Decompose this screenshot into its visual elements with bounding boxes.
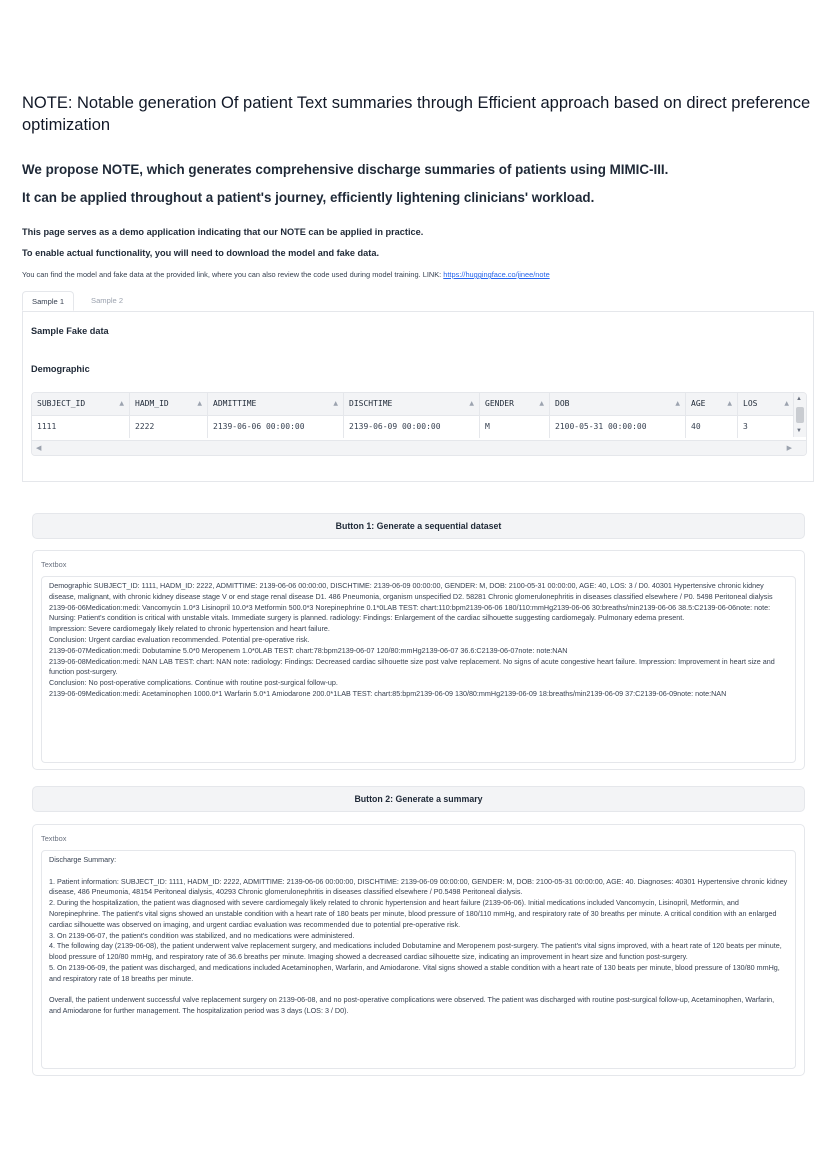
summary-heading: Discharge Summary: bbox=[49, 855, 117, 864]
tab-sample-2[interactable]: Sample 2 bbox=[91, 296, 124, 305]
cell-admittime[interactable]: 2139-06-06 00:00:00 bbox=[208, 416, 344, 438]
summary-line: 4. The following day (2139-06-08), the patient underwent valve replacement surgery, and medications included Dobutamine and Meropenem post-surgery. The patient's vital signs improved, with a heart rate of 120 beats per minute, blood pressure of 120/80 mmHg, and respiratory rate of 36.6 breaths per minute. Imaging showed a decreased cardiac silhouette size, indicating an improvement in heart size and function post-surgery. bbox=[49, 941, 782, 962]
textbox-line: 2139-06-08Medication:medi: NAN LAB TEST: chart: NAN note: radiology: Findings: Decreased cardiac silhouette size post valve replacement. No signs of acute congestive heart failure. Impression: Improvement in heart size and function post-surgery. bbox=[49, 656, 775, 677]
sequential-dataset-textbox[interactable] bbox=[41, 576, 796, 763]
page-title: NOTE: Notable generation Of patient Text summaries through Efficient approach based on direct preference optimization bbox=[22, 94, 811, 134]
header-dob[interactable] bbox=[550, 393, 686, 415]
generate-summary-button[interactable]: Button 2: Generate a summary bbox=[32, 786, 805, 812]
header-gender[interactable] bbox=[480, 393, 550, 415]
textbox-line: 2139-06-09Medication:medi: Acetaminophen 1000.0*1 Warfarin 5.0*1 Amiodarone 200.0*1LAB TEST: chart:85:bpm2139-06-09 130/80:mmHg2139-06-09 18:breaths/min2139-06-09 37:C2139-06-09note: note:NAN bbox=[49, 688, 727, 698]
header-age-label: AGE bbox=[691, 399, 706, 408]
header-hadm-id-label: HADM_ID bbox=[135, 399, 169, 408]
sort-icon: ▲ bbox=[333, 400, 338, 407]
summary-line: 1. Patient information: SUBJECT_ID: 1111, HADM_ID: 2222, ADMITTIME: 2139-06-06 00:00:00, DISCHTIME: 2139-06-09 00:00:00, GENDER: M, DOB: 2100-05-31 00:00:00, AGE: 40. Diagnoses: 40301 Hypertensive chronic kidney disease, 486 Pneumonia, 48154 Peritoneal dialysis, 40293 Chronic glomerulonephritis in diseases classified elsewhere / P0.5498 Peritoneal dialysis. bbox=[49, 876, 788, 897]
page-header bbox=[22, 92, 812, 482]
cell-los[interactable]: 3 bbox=[743, 422, 748, 431]
scroll-left-icon[interactable]: ◀ bbox=[36, 445, 42, 452]
textbox-line: 2139-06-06Medication:medi: Vancomycin 1.0*3 Lisinopril 10.0*3 Metformin 500.0*3 Norepinephrine 0.1*0LAB TEST: chart:110:bpm2139-06-06 180/110:mmHg2139-06-06 30:breaths/min2139-06-06 38.5:C2139-06-06note: note: Nursing: Patient's condition is critical with unstable vitals. Immediate surgery is planned. radiology: Findings: Enlargement of the cardiac silhouette suggesting cardiomegaly. Pulmonary edema present. bbox=[49, 602, 771, 623]
sort-icon: ▲ bbox=[675, 400, 680, 407]
cell-hadm-id[interactable]: 2222 bbox=[130, 416, 208, 438]
header-los[interactable] bbox=[738, 393, 794, 415]
sort-icon: ▲ bbox=[539, 400, 544, 407]
subtitle-1: We propose NOTE, which generates comprehensive discharge summaries of patients using MIMIC-III. bbox=[22, 162, 669, 177]
subtitle-2: It can be applied throughout a patient's journey, efficiently lightening clinicians' workload. bbox=[22, 190, 595, 205]
header-subject-id[interactable] bbox=[32, 393, 130, 415]
summary-line: 5. On 2139-06-09, the patient was discharged, and medications included Acetaminophen, Warfarin, and Amiodarone. Vital signs showed a stable condition with a heart rate of 130 beats per minute, blood pressure of 130/80 mmHg, and respiratory rate of 18 breaths per minute. bbox=[49, 962, 780, 983]
info-line-3 bbox=[22, 270, 812, 279]
table-row bbox=[32, 416, 806, 438]
textbox-label: Textbox bbox=[41, 834, 67, 843]
demographic-table bbox=[31, 392, 807, 456]
textbox-line: Impression: Severe cardiomegaly likely related to chronic hypertension and heart failure. bbox=[49, 624, 330, 634]
summary-line: 2. During the hospitalization, the patient was diagnosed with severe cardiomegaly likely related to chronic hypertension and heart failure (2139-06-06). Initial medications included Vancomycin, Lisinopril, Metformin, and Norepinephrine. The patient's vital signs showed an unstable condition with a heart rate of 180 beats per minute, blood pressure of 180/110 mmHg, and respiratory rate of 30 breaths per minute. A critical condition with an enlarged cardiac silhouette was observed on imaging, and urgent cardiac evaluation was recommended due to potential pre-operative risk. bbox=[49, 898, 777, 929]
header-dischtime[interactable] bbox=[344, 393, 480, 415]
header-dischtime-label: DISCHTIME bbox=[349, 399, 393, 408]
textbox-line: Demographic SUBJECT_ID: 1111, HADM_ID: 2222, ADMITTIME: 2139-06-06 00:00:00, DISCHTIME: 2139-06-09 00:00:00, GENDER: M, DOB: 2100-05-31 00:00:00, AGE: 40, LOS: 3 / D0. 40301 Hypertensive chronic kidney disease, malignant, with chronic kidney disease stage V or end stage renal disease D1. 486 Pneumonia, organism unspecified D2. 58281 Chronic glomerulonephritis in diseases classified elsewhere / P0. 5498 Peritoneal dialysis bbox=[49, 581, 773, 601]
summary-overall: Overall, the patient underwent successful valve replacement surgery on 2139-06-08, and no post-operative complications were observed. The patient was discharged with routine post-surgical follow-up, Acetaminophen, Warfarin, and Amiodarone for further management. The hospitalization period was 3 days (LOS: 3 / D0). bbox=[49, 995, 775, 1016]
header-admittime[interactable] bbox=[208, 393, 344, 415]
summary-textbox[interactable] bbox=[41, 850, 796, 1069]
info-line-3-text: You can find the model and fake data at the provided link, where you can also review the code used during model training. LINK: bbox=[22, 270, 442, 279]
horizontal-scrollbar[interactable] bbox=[32, 440, 806, 455]
table-header-row bbox=[32, 393, 806, 416]
generate-sequential-dataset-button[interactable]: Button 1: Generate a sequential dataset bbox=[32, 513, 805, 539]
cell-dischtime[interactable]: 2139-06-09 00:00:00 bbox=[344, 416, 480, 438]
huggingface-link[interactable]: https://huggingface.co/jinee/note bbox=[443, 270, 550, 279]
header-subject-id-label: SUBJECT_ID bbox=[37, 399, 86, 408]
textbox-label: Textbox bbox=[41, 560, 67, 569]
sequential-dataset-textbox-block bbox=[32, 550, 805, 770]
textbox-line: Conclusion: Urgent cardiac evaluation recommended. Potential pre-operative risk. bbox=[49, 634, 310, 644]
cell-dob[interactable]: 2100-05-31 00:00:00 bbox=[550, 416, 686, 438]
summary-textbox-block bbox=[32, 824, 805, 1076]
info-line-2: To enable actual functionality, you will need to download the model and fake data. bbox=[22, 248, 379, 258]
header-gender-label: GENDER bbox=[485, 399, 514, 408]
cell-age[interactable]: 40 bbox=[686, 416, 738, 438]
header-hadm-id[interactable] bbox=[130, 393, 208, 415]
sort-icon: ▲ bbox=[784, 400, 789, 407]
textbox-line: Conclusion: No post-operative complications. Continue with routine post-surgical follow-up. bbox=[49, 678, 338, 688]
textbox-line: 2139-06-07Medication:medi: Dobutamine 5.0*0 Meropenem 1.0*0LAB TEST: chart:78:bpm2139-06-07 120/80:mmHg2139-06-07 36.6:C2139-06-07note: note:NAN bbox=[49, 645, 568, 655]
info-line-1: This page serves as a demo application indicating that our NOTE can be applied in practice. bbox=[22, 227, 424, 237]
sort-icon: ▲ bbox=[119, 400, 124, 407]
sample-tabs bbox=[22, 291, 814, 312]
sort-icon: ▲ bbox=[727, 400, 732, 407]
cell-gender[interactable]: M bbox=[480, 416, 550, 438]
vertical-scrollbar[interactable] bbox=[793, 393, 806, 437]
tab-panel bbox=[22, 312, 814, 482]
header-admittime-label: ADMITTIME bbox=[213, 399, 257, 408]
tab-sample-1[interactable]: Sample 1 bbox=[22, 291, 74, 311]
summary-line: 3. On 2139-06-07, the patient's condition was stabilized, and no medications were administered. bbox=[49, 930, 355, 940]
scroll-right-icon[interactable]: ▶ bbox=[786, 445, 792, 452]
header-los-label: LOS bbox=[743, 399, 758, 408]
scroll-up-icon[interactable]: ▲ bbox=[796, 396, 802, 402]
header-dob-label: DOB bbox=[555, 399, 570, 408]
sort-icon: ▲ bbox=[197, 400, 202, 407]
demographic-label: Demographic bbox=[31, 364, 90, 374]
vertical-scroll-thumb[interactable] bbox=[796, 407, 804, 423]
header-age[interactable] bbox=[686, 393, 738, 415]
sort-icon: ▲ bbox=[469, 400, 474, 407]
cell-subject-id[interactable]: 1111 bbox=[32, 416, 130, 438]
sample-label: Sample Fake data bbox=[31, 326, 109, 336]
scroll-down-icon[interactable]: ▼ bbox=[796, 428, 802, 434]
